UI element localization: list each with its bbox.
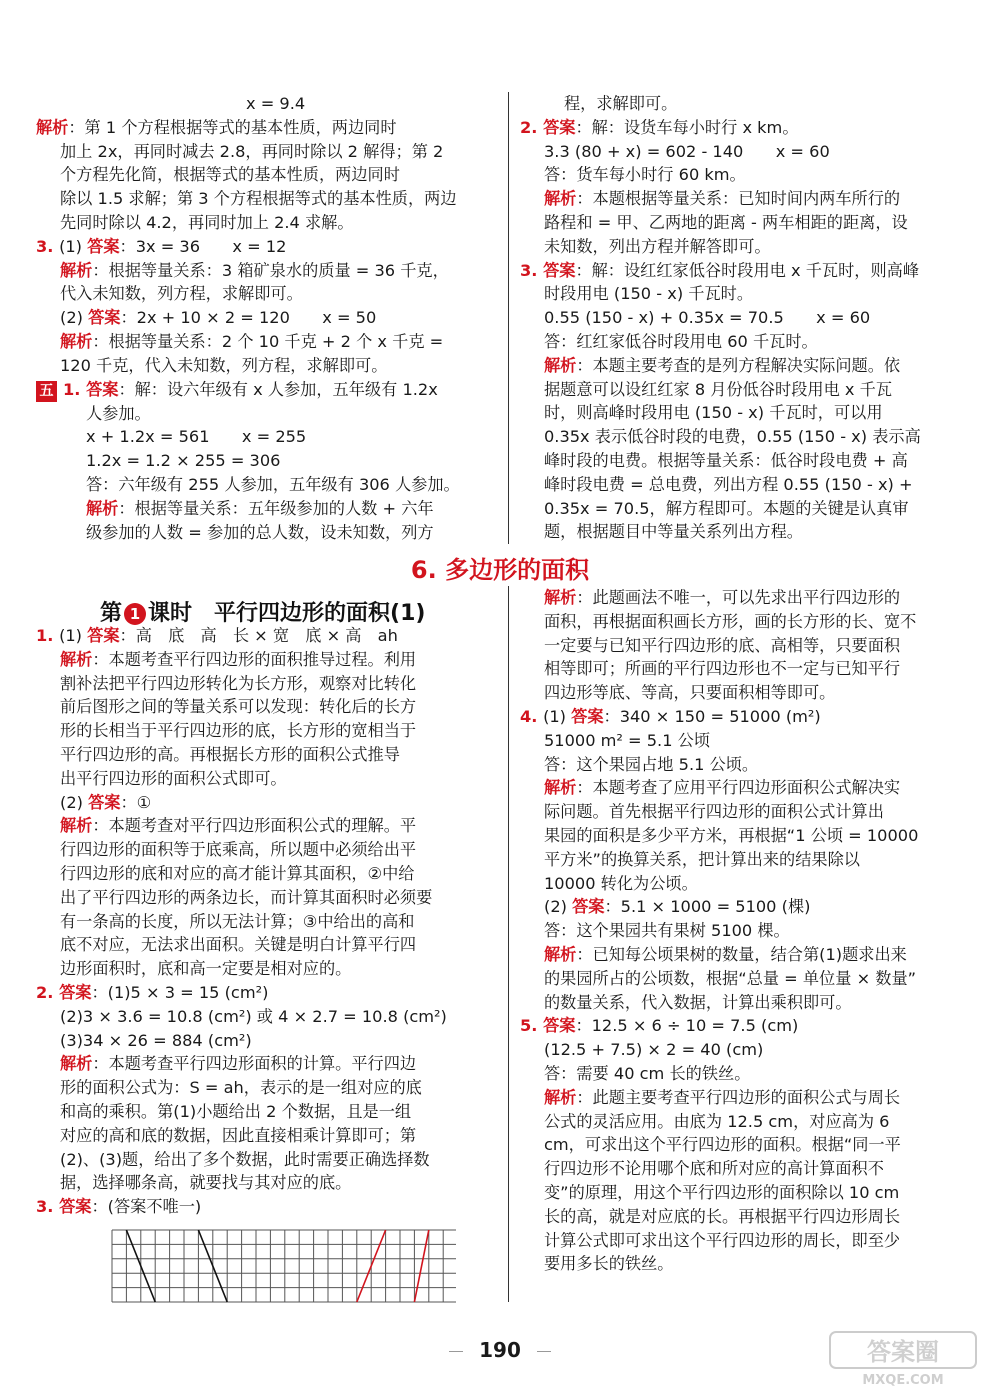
text-line	[520, 586, 982, 610]
answer-label: 答案	[543, 260, 576, 280]
line-text: 级参加的人数 = 参加的总人数，设未知数，列方	[86, 522, 434, 542]
line-text: 前后图形之间的等量关系可以发现：转化后的长方	[60, 697, 417, 717]
line-text: 际问题。首先根据平行四边形的面积公式计算出	[544, 802, 884, 822]
line-text: 120 千克，代入未知数，列方程，求解即可。	[60, 355, 388, 375]
line-text: 答：这个果园共有果树 5100 棵。	[544, 921, 790, 941]
line-text: (1)	[543, 706, 572, 726]
lesson-suffix: 课时 平行四边形的面积(1)	[148, 601, 426, 626]
answer-label: 答案	[571, 706, 604, 726]
analysis-label: 解析	[544, 944, 577, 964]
line-text: 的果园所占的公顷数，根据“总量 = 单位量 × 数量”	[544, 968, 917, 988]
text-line	[36, 378, 498, 402]
question-number: 3.	[36, 1197, 60, 1217]
text-line	[520, 378, 982, 402]
line-text: 答：红红家低谷时段用电 60 千瓦时。	[544, 331, 818, 351]
text-line	[520, 705, 982, 729]
text-line	[520, 354, 982, 378]
line-text: 一定要与已知平行四边形的底、高相等，只要面积	[544, 635, 901, 655]
grid-drawing	[110, 1226, 456, 1310]
line-text: 答：这个果园占地 5.1 公顷。	[544, 754, 759, 774]
line-text: 行四边形的面积等于底乘高，所以题中必须给出平	[60, 840, 417, 860]
right-column-top	[520, 92, 982, 544]
text-line	[36, 187, 498, 211]
line-text: 路程和 = 甲、乙两地的距离 - 两车相距的距离，设	[544, 212, 908, 232]
analysis-label: 解析	[60, 1054, 93, 1074]
text-line	[36, 814, 498, 838]
answer-text: ：解：设红红家低谷时段用电 x 千瓦时，则高峰	[575, 260, 920, 280]
text-line	[36, 1195, 498, 1219]
line-text: 出了平行四边形的两条边长，而计算其面积时必须要	[60, 887, 433, 907]
line-text: 51000 m² = 5.1 公顷	[544, 730, 711, 750]
line-text: (12.5 + 7.5) × 2 = 40 (cm)	[544, 1040, 764, 1060]
text-line	[36, 695, 498, 719]
chapter-title: 6. 多边形的面积	[410, 556, 590, 584]
line-text: x = 9.4	[246, 94, 306, 113]
text-line	[520, 259, 982, 283]
line-text: 割补法把平行四边形转化为长方形，观察对比转化	[60, 673, 417, 693]
line-text: 0.35x = 70.5，解方程即可。本题的关键是认真审	[544, 498, 909, 518]
text-line	[36, 211, 498, 235]
line-text: 程，求解即可。	[564, 94, 678, 113]
text-line	[520, 776, 982, 800]
line-text: 0.55 (150 - x) + 0.35x = 70.5 x = 60	[544, 308, 871, 328]
line-text: 相等即可；所画的平行四边形也不一定与已知平行	[544, 659, 901, 679]
line-text: 题，根据题目中等量关系列出方程。	[544, 522, 803, 542]
text-line	[520, 235, 982, 259]
line-text: 据，选择哪条高，就要找与其对应的底。	[60, 1173, 352, 1193]
text-line	[520, 967, 982, 991]
line-text: ：本题主要考查的是列方程解决实际问题。依	[576, 355, 901, 375]
line-text: 形的面积公式为：S = ah，表示的是一组对应的底	[60, 1078, 422, 1098]
text-line	[36, 330, 498, 354]
answer-grid-figure	[110, 1226, 456, 1314]
answer-text: ：解：设货车每小时行 x km。	[575, 117, 799, 137]
answer-label: 答案	[59, 1197, 92, 1217]
analysis-label: 解析	[60, 816, 93, 836]
text-line	[36, 92, 498, 116]
line-text: 行四边形的底和对应的高才能计算其面积，②中给	[60, 863, 415, 883]
text-line	[36, 648, 498, 672]
text-line	[36, 140, 498, 164]
text-line	[520, 681, 982, 705]
line-text: 对应的高和底的数据，因此直接相乘计算即可；第	[60, 1125, 417, 1145]
line-text: cm，可求出这个平行四边形的面积。根据“同一平	[544, 1135, 901, 1155]
line-text: ：本题考查对平行四边形面积公式的理解。平	[92, 816, 417, 836]
right-column-bottom	[520, 586, 982, 1276]
line-text: 1.2x = 1.2 × 255 = 306	[86, 451, 281, 471]
line-text: 平行四边形的高。再根据长方形的面积公式推导	[60, 744, 400, 764]
column-divider-top	[508, 92, 509, 544]
text-line	[36, 425, 498, 449]
question-number: 3.	[520, 260, 544, 280]
line-text: 底不对应，无法求出面积。关键是明白计算平行四	[60, 935, 417, 955]
line-text: 0.35x 表示低谷时段的电费，0.55 (150 - x) 表示高	[544, 427, 921, 447]
line-text: ：本题根据等量关系：已知时间内两车所行的	[576, 189, 901, 209]
text-line	[520, 919, 982, 943]
line-text: 的数量关系，代入数据，计算出乘积即可。	[544, 992, 852, 1012]
text-line	[36, 981, 498, 1005]
text-line	[520, 634, 982, 658]
line-text: 人参加。	[86, 403, 151, 423]
text-line	[520, 497, 982, 521]
text-line	[520, 1014, 982, 1038]
text-line	[520, 92, 982, 116]
text-line	[36, 933, 498, 957]
analysis-label: 解析	[60, 649, 93, 669]
watermark-url: MXQE.COM	[862, 1373, 944, 1388]
answer-label: 答案	[88, 308, 121, 328]
answer-text: ：2x + 10 × 2 = 120 x = 50	[120, 308, 377, 328]
answer-text: ：(答案不唯一)	[91, 1197, 202, 1217]
text-line	[520, 1157, 982, 1181]
text-line	[36, 1029, 498, 1053]
question-number: 2.	[36, 982, 60, 1002]
line-text: (2)	[60, 308, 89, 328]
text-line	[36, 791, 498, 815]
text-line	[36, 497, 498, 521]
line-text: (2)、(3)题，给出了多个数据，此时需要正确选择数	[60, 1149, 430, 1169]
line-text: ：根据等量关系：五年级参加的人数 + 六年	[118, 498, 434, 518]
text-line	[36, 1171, 498, 1195]
text-line	[520, 473, 982, 497]
analysis-label: 解析	[36, 117, 69, 137]
section-badge: 五	[36, 381, 57, 402]
answer-label: 答案	[87, 626, 120, 645]
line-text: 代入未知数，列方程，求解即可。	[60, 284, 303, 304]
line-text: ：本题考查了应用平行四边形面积公式解决实	[576, 778, 901, 798]
line-text: 答：需要 40 cm 长的铁丝。	[544, 1063, 751, 1083]
text-line	[520, 1229, 982, 1253]
analysis-label: 解析	[544, 778, 577, 798]
text-line	[520, 1252, 982, 1276]
text-line	[520, 991, 982, 1015]
answer-label: 答案	[543, 117, 576, 137]
text-line	[36, 1076, 498, 1100]
text-line	[520, 425, 982, 449]
question-number: 1.	[63, 379, 87, 399]
text-line	[520, 610, 982, 634]
line-text: 未知数，列出方程并解答即可。	[544, 236, 771, 256]
page-number: 190	[0, 1338, 1000, 1362]
line-text: 3.3 (80 + x) = 602 - 140 x = 60	[544, 141, 830, 161]
text-line	[36, 719, 498, 743]
analysis-label: 解析	[86, 498, 119, 518]
text-line	[36, 743, 498, 767]
answer-text: ：340 × 150 = 51000 (m²)	[603, 706, 821, 726]
line-text: (2)3 × 3.6 = 10.8 (cm²) 或 4 × 2.7 = 10.8 (cm²)	[60, 1006, 447, 1026]
line-text: 长的高，就是对应底的长。再根据平行四边形周长	[544, 1206, 901, 1226]
answer-text: ：高 底 高 长 × 宽 底 × 高 ah	[119, 626, 398, 645]
text-line	[520, 800, 982, 824]
line-text: ：根据等量关系：2 个 10 千克 + 2 个 x 千克 =	[92, 331, 444, 351]
text-line	[520, 140, 982, 164]
line-text: 10000 转化为公顷。	[544, 873, 698, 893]
line-text: 先同时除以 4.2，再同时加上 2.4 求解。	[60, 212, 354, 232]
text-line	[36, 449, 498, 473]
left-column-top	[36, 92, 498, 544]
line-text: 果园的面积是多少平方米，再根据“1 公顷 = 10000	[544, 825, 919, 845]
line-text: (2)	[544, 897, 573, 917]
text-line	[520, 1205, 982, 1229]
analysis-label: 解析	[60, 260, 93, 280]
text-line	[520, 729, 982, 753]
watermark-text: 答案圈	[867, 1338, 939, 1366]
answer-text: ：3x = 36 x = 12	[119, 236, 287, 256]
text-line	[36, 1005, 498, 1029]
line-text: 面积，再根据面积画长方形，画的长方形的长、宽不	[544, 611, 917, 631]
text-line	[36, 910, 498, 934]
text-line	[520, 1062, 982, 1086]
line-text: 边形面积时，底和高一定要是相对应的。	[60, 959, 352, 979]
answer-text: ：①	[120, 792, 152, 812]
text-line	[36, 259, 498, 283]
text-line	[36, 1148, 498, 1172]
text-line	[520, 449, 982, 473]
watermark-logo	[828, 1326, 978, 1388]
line-text: ：根据等量关系：3 箱矿泉水的质量 = 36 千克，	[92, 260, 449, 280]
text-line	[520, 1038, 982, 1062]
analysis-label: 解析	[544, 189, 577, 209]
line-text: 平方米”的换算关系，把计算出来的结果除以	[544, 849, 860, 869]
line-text: 个方程先化简，根据等式的基本性质，两边同时	[60, 165, 400, 185]
answer-text: ：解：设六年级有 x 人参加，五年级有 1.2x	[118, 379, 438, 399]
text-line	[36, 886, 498, 910]
analysis-label: 解析	[544, 355, 577, 375]
text-line	[520, 401, 982, 425]
column-divider-bottom	[508, 586, 509, 1302]
text-line	[36, 838, 498, 862]
question-number: 3.	[36, 236, 60, 256]
line-text: 变”的原理，用这个平行四边形的面积除以 10 cm	[544, 1182, 900, 1202]
text-line	[36, 306, 498, 330]
drawn-answer-edge	[414, 1230, 428, 1302]
text-line	[36, 1100, 498, 1124]
text-line	[520, 1110, 982, 1134]
text-line	[36, 862, 498, 886]
text-line	[520, 1086, 982, 1110]
text-line	[36, 767, 498, 791]
text-line	[36, 521, 498, 545]
answer-text: ：(1)5 × 3 = 15 (cm²)	[91, 982, 269, 1002]
text-line	[520, 211, 982, 235]
answer-label: 答案	[86, 379, 119, 399]
line-text: 和高的乘积。第(1)小题给出 2 个数据，且是一组	[60, 1101, 412, 1121]
line-text: 出平行四边形的面积公式即可。	[60, 768, 287, 788]
line-text: 据题意可以设红红家 8 月份低谷时段用电 x 千瓦	[544, 379, 893, 399]
text-line	[520, 895, 982, 919]
answer-label: 答案	[87, 236, 120, 256]
text-line	[520, 163, 982, 187]
line-text: 时，则高峰时段用电 (150 - x) 千瓦时，可以用	[544, 403, 883, 423]
line-text: 计算公式即可求出这个平行四边形的周长，即至少	[544, 1230, 901, 1250]
left-column-bottom	[36, 624, 498, 1219]
text-line	[36, 1052, 498, 1076]
text-line	[36, 163, 498, 187]
text-line	[36, 957, 498, 981]
text-line	[36, 402, 498, 426]
line-text: 时段用电 (150 - x) 千瓦时。	[544, 284, 754, 304]
lesson-title	[100, 596, 425, 627]
lesson-number-badge: 1	[124, 603, 146, 625]
question-number: 4.	[520, 706, 544, 726]
text-line	[36, 354, 498, 378]
analysis-label: 解析	[544, 588, 577, 607]
line-text: 四边形等底、等高，只要面积相等即可。	[544, 683, 836, 703]
answer-label: 答案	[88, 792, 121, 812]
line-text: ：本题考查平行四边形的面积推导过程。利用	[92, 649, 417, 669]
line-text: (1)	[59, 236, 88, 256]
line-text: 公式的灵活应用。由底为 12.5 cm，对应高为 6	[544, 1111, 890, 1131]
text-line	[520, 848, 982, 872]
line-text: 行四边形不论用哪个底和所对应的高计算面积不	[544, 1159, 884, 1179]
line-text: 要用多长的铁丝。	[544, 1254, 674, 1274]
question-number: 2.	[520, 117, 544, 137]
text-line	[36, 282, 498, 306]
line-text: 形的长相当于平行四边形的底，长方形的宽相当于	[60, 721, 417, 741]
text-line	[520, 330, 982, 354]
analysis-label: 解析	[60, 331, 93, 351]
line-text: 答：六年级有 255 人参加，五年级有 306 人参加。	[86, 474, 460, 494]
text-line	[520, 306, 982, 330]
answer-label: 答案	[572, 897, 605, 917]
text-line	[36, 116, 498, 140]
line-text: x + 1.2x = 561 x = 255	[86, 427, 307, 447]
answer-text: ：12.5 × 6 ÷ 10 = 7.5 (cm)	[575, 1016, 799, 1036]
text-line	[520, 116, 982, 140]
line-text: (1)	[59, 626, 88, 645]
line-text: (2)	[60, 792, 89, 812]
line-text: ：此题主要考查平行四边形的面积公式与周长	[576, 1087, 901, 1107]
line-text: 峰时段电费 = 总电费，列出方程 0.55 (150 - x) +	[544, 474, 913, 494]
analysis-label: 解析	[544, 1087, 577, 1107]
line-text: ：本题考查平行四边形面积的计算。平行四边	[92, 1054, 417, 1074]
line-text: 答：货车每小时行 60 km。	[544, 165, 746, 185]
text-line	[36, 672, 498, 696]
question-number: 5.	[520, 1016, 544, 1036]
text-line	[520, 1181, 982, 1205]
line-text: ：第 1 个方程根据等式的基本性质，两边同时	[68, 117, 397, 137]
text-line	[520, 282, 982, 306]
answer-text: ：5.1 × 1000 = 5100 (棵)	[604, 897, 811, 917]
line-text: 除以 1.5 求解；第 3 个方程根据等式的基本性质，两边	[60, 189, 457, 209]
line-text: (3)34 × 26 = 884 (cm²)	[60, 1030, 252, 1050]
answer-label: 答案	[59, 982, 92, 1002]
line-text: 加上 2x，再同时减去 2.8，再同时除以 2 解得；第 2	[60, 141, 444, 161]
line-text: 峰时段的电费。根据等量关系：低谷时段电费 + 高	[544, 450, 908, 470]
text-line	[36, 624, 498, 648]
text-line	[520, 824, 982, 848]
line-text: 有一条高的长度，所以无法计算；③中给出的高和	[60, 911, 415, 931]
text-line	[520, 657, 982, 681]
text-line	[520, 1133, 982, 1157]
text-line	[520, 872, 982, 896]
text-line	[36, 1124, 498, 1148]
lesson-prefix: 第	[100, 601, 123, 626]
text-line	[520, 520, 982, 544]
line-text: ：已知每公顷果树的数量，结合第(1)题求出来	[576, 944, 907, 964]
answer-label: 答案	[543, 1016, 576, 1036]
text-line	[520, 753, 982, 777]
text-line	[520, 943, 982, 967]
line-text: ：此题画法不唯一，可以先求出平行四边形的	[576, 588, 901, 607]
question-number: 1.	[36, 626, 60, 645]
text-line	[36, 473, 498, 497]
text-line	[520, 187, 982, 211]
text-line	[36, 235, 498, 259]
